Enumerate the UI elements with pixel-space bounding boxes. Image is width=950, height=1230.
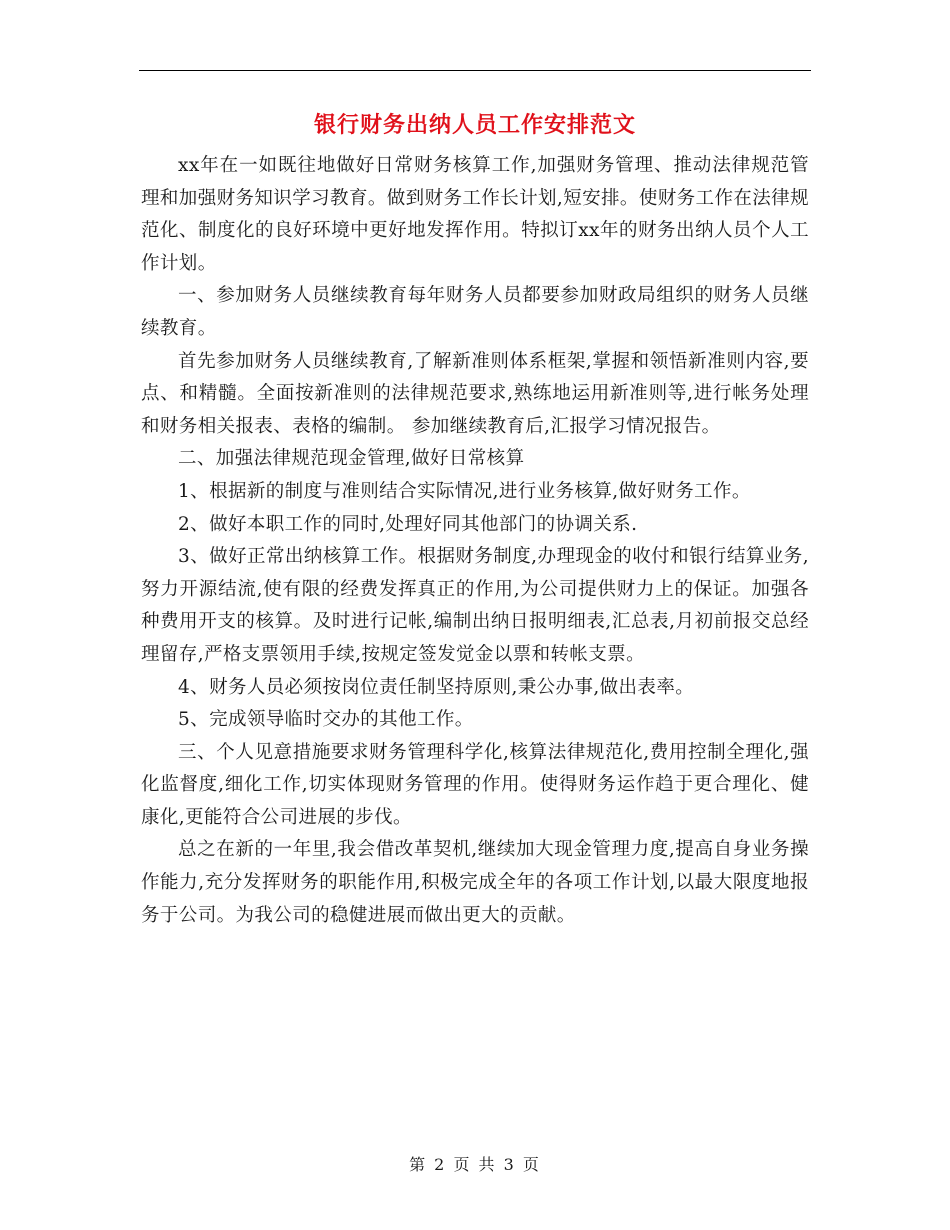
header-rule (139, 70, 811, 71)
paragraph-item-3: 3、做好正常出纳核算工作。根据财务制度,办理现金的收付和银行结算业务,努力开源结流,使有限的经费发挥真正的作用,为公司提供财力上的保证。加强各种费用开支的核算。及时进行记帐,编制出纳日报明细表,汇总表,月初前报交总经理留存,严格支票领用手续,按规定签发觉金以票和转帐支票。 (141, 546, 809, 665)
paragraph-section-1-heading: 一、参加财务人员继续教育每年财务人员都要参加财政局组织的财务人员继续教育。 (141, 285, 809, 339)
paragraph-section-2-heading: 二、加强法律规范现金管理,做好日常核算 (178, 448, 525, 470)
paragraph-section-3: 三、个人见意措施要求财务管理科学化,核算法律规范化,费用控制全理化,强化监督度,细化工作,切实体现财务管理的作用。使得财务运作趋于更合理化、健康化,更能符合公司进展的步伐。 (141, 741, 809, 828)
document-body (141, 150, 809, 932)
document-title: 银行财务出纳人员工作安排范文 (313, 112, 636, 138)
paragraph-item-2: 2、做好本职工作的同时,处理好同其他部门的协调关系. (178, 513, 638, 535)
page-number: 第 2 页 共 3 页 (409, 1155, 541, 1174)
paragraph-section-1-body: 首先参加财务人员继续教育,了解新准则体系框架,掌握和领悟新准则内容,要点、和精髓。全面按新准则的法律规范要求,熟练地运用新准则等,进行帐务处理和财务相关报表、表格的编制。 参加继续教育后,汇报学习情况报告。 (141, 350, 809, 437)
paragraph-conclusion: 总之在新的一年里,我会借改革契机,继续加大现金管理力度,提高自身业务操作能力,充分发挥财务的职能作用,积极完成全年的各项工作计划,以最大限度地报务于公司。为我公司的稳健进展而做出更大的贡献。 (141, 839, 809, 926)
paragraph-item-1: 1、根据新的制度与准则结合实际情况,进行业务核算,做好财务工作。 (178, 480, 751, 502)
paragraph-item-4: 4、财务人员必须按岗位责任制坚持原则,秉公办事,做出表率。 (178, 676, 695, 698)
paragraph-item-5: 5、完成领导临时交办的其他工作。 (178, 709, 474, 731)
paragraph-intro: xx年在一如既往地做好日常财务核算工作,加强财务管理、推动法律规范管理和加强财务知识学习教育。做到财务工作长计划,短安排。使财务工作在法律规范化、制度化的良好环境中更好地发挥作用。特拟订xx年的财务出纳人员个人工作计划。 (141, 155, 809, 274)
